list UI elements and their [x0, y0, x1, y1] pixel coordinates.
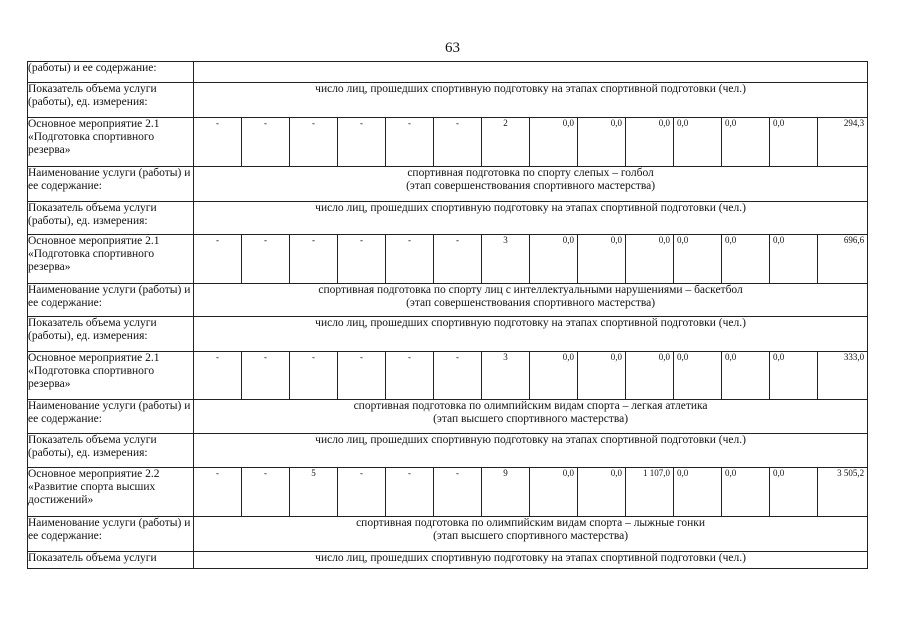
service-stage: (этап высшего спортивного мастерства) — [433, 413, 629, 425]
row-label: Наименование услуги (работы) и ее содержание: — [28, 517, 194, 552]
service-name: спортивная подготовка по олимпийским видам спорта – лыжные гонки — [356, 517, 706, 529]
value-cell: 0,0 — [674, 352, 722, 400]
row-label: Основное мероприятие 2.2 «Развитие спорта высших достижений» — [28, 468, 194, 517]
value-cell: - — [386, 118, 434, 167]
value-cell: 0,0 — [578, 468, 626, 517]
service-name: спортивная подготовка по олимпийским видам спорта – легкая атлетика — [353, 400, 708, 412]
table-row — [28, 468, 868, 517]
value-cell: - — [290, 235, 338, 284]
value-cell: 0,0 — [626, 352, 674, 400]
row-description — [194, 284, 868, 317]
value-cell: 0,0 — [722, 468, 770, 517]
table-row — [28, 235, 868, 284]
row-description: число лиц, прошедших спортивную подготовку на этапах спортивной подготовки (чел.) — [194, 552, 868, 569]
value-cell: 0,0 — [674, 118, 722, 167]
value-cell: 0,0 — [626, 118, 674, 167]
value-cell: 1 107,0 — [626, 468, 674, 517]
value-cell: 0,0 — [722, 235, 770, 284]
value-cell: 3 505,2 — [818, 468, 868, 517]
row-label: Наименование услуги (работы) и ее содержание: — [28, 167, 194, 202]
value-cell: - — [338, 352, 386, 400]
value-cell: 3 — [482, 352, 530, 400]
value-cell: 294,3 — [818, 118, 868, 167]
value-cell: 0,0 — [626, 235, 674, 284]
row-description — [194, 400, 868, 434]
table-row — [28, 83, 868, 118]
row-description — [194, 517, 868, 552]
row-label: Показатель объема услуги (работы), ед. измерения: — [28, 83, 194, 118]
row-label: Наименование услуги (работы) и ее содержание: — [28, 284, 194, 317]
row-description: число лиц, прошедших спортивную подготовку на этапах спортивной подготовки (чел.) — [194, 317, 868, 352]
value-cell: - — [386, 352, 434, 400]
value-cell: 0,0 — [674, 235, 722, 284]
value-cell: 3 — [482, 235, 530, 284]
value-cell: - — [290, 118, 338, 167]
value-cell: - — [386, 468, 434, 517]
value-cell: - — [386, 235, 434, 284]
value-cell: - — [338, 235, 386, 284]
table-row — [28, 434, 868, 468]
value-cell: 9 — [482, 468, 530, 517]
value-cell: 0,0 — [530, 118, 578, 167]
value-cell: - — [194, 468, 242, 517]
row-label: Показатель объема услуги — [28, 552, 194, 569]
page-number: 63 — [445, 40, 460, 56]
value-cell: 0,0 — [770, 235, 818, 284]
value-cell: 5 — [290, 468, 338, 517]
table-row — [28, 317, 868, 352]
table-row — [28, 118, 868, 167]
value-cell: - — [194, 352, 242, 400]
value-cell: 0,0 — [770, 118, 818, 167]
row-label: Показатель объема услуги (работы), ед. измерения: — [28, 434, 194, 468]
value-cell: 0,0 — [530, 235, 578, 284]
value-cell: 0,0 — [770, 468, 818, 517]
value-cell: 0,0 — [530, 352, 578, 400]
value-cell: - — [242, 235, 290, 284]
row-description: число лиц, прошедших спортивную подготовку на этапах спортивной подготовки (чел.) — [194, 83, 868, 118]
table-row — [28, 517, 868, 552]
value-cell: - — [434, 352, 482, 400]
table-row — [28, 167, 868, 202]
value-cell: 0,0 — [770, 352, 818, 400]
row-label: Наименование услуги (работы) и ее содержание: — [28, 400, 194, 434]
service-name: спортивная подготовка по спорту слепых – голбол — [407, 167, 654, 179]
services-table — [27, 61, 868, 569]
row-description: число лиц, прошедших спортивную подготовку на этапах спортивной подготовки (чел.) — [194, 434, 868, 468]
value-cell: - — [242, 118, 290, 167]
table-row — [28, 284, 868, 317]
value-cell: - — [242, 352, 290, 400]
value-cell: - — [194, 235, 242, 284]
value-cell: - — [338, 118, 386, 167]
row-label: Показатель объема услуги (работы), ед. измерения: — [28, 317, 194, 352]
service-stage: (этап совершенствования спортивного мастерства) — [406, 297, 656, 309]
value-cell: 0,0 — [578, 352, 626, 400]
value-cell: 0,0 — [578, 235, 626, 284]
value-cell: 0,0 — [722, 118, 770, 167]
value-cell: 0,0 — [578, 118, 626, 167]
value-cell: - — [434, 118, 482, 167]
service-stage: (этап высшего спортивного мастерства) — [433, 530, 629, 542]
value-cell: - — [434, 468, 482, 517]
value-cell: - — [338, 468, 386, 517]
value-cell: 696,6 — [818, 235, 868, 284]
table-row — [28, 352, 868, 400]
row-label: Основное мероприятие 2.1 «Подготовка спортивного резерва» — [28, 352, 194, 400]
value-cell: 0,0 — [674, 468, 722, 517]
value-cell: 0,0 — [722, 352, 770, 400]
value-cell: - — [290, 352, 338, 400]
row-label: Основное мероприятие 2.1 «Подготовка спортивного резерва» — [28, 235, 194, 284]
table-row — [28, 552, 868, 569]
table-row — [28, 400, 868, 434]
service-stage: (этап совершенствования спортивного мастерства) — [406, 180, 656, 192]
row-label: Основное мероприятие 2.1 «Подготовка спортивного резерва» — [28, 118, 194, 167]
row-label: (работы) и ее содержание: — [28, 62, 194, 83]
row-description: число лиц, прошедших спортивную подготовку на этапах спортивной подготовки (чел.) — [194, 202, 868, 235]
value-cell: 333,0 — [818, 352, 868, 400]
value-cell: - — [194, 118, 242, 167]
row-description — [194, 167, 868, 202]
value-cell: 0,0 — [530, 468, 578, 517]
value-cell: 2 — [482, 118, 530, 167]
value-cell: - — [242, 468, 290, 517]
row-label: Показатель объема услуги (работы), ед. измерения: — [28, 202, 194, 235]
service-name: спортивная подготовка по спорту лиц с интеллектуальными нарушениями – баскетбол — [318, 284, 743, 296]
value-cell: - — [434, 235, 482, 284]
row-description — [194, 62, 868, 83]
table-row — [28, 202, 868, 235]
table-row — [28, 62, 868, 83]
